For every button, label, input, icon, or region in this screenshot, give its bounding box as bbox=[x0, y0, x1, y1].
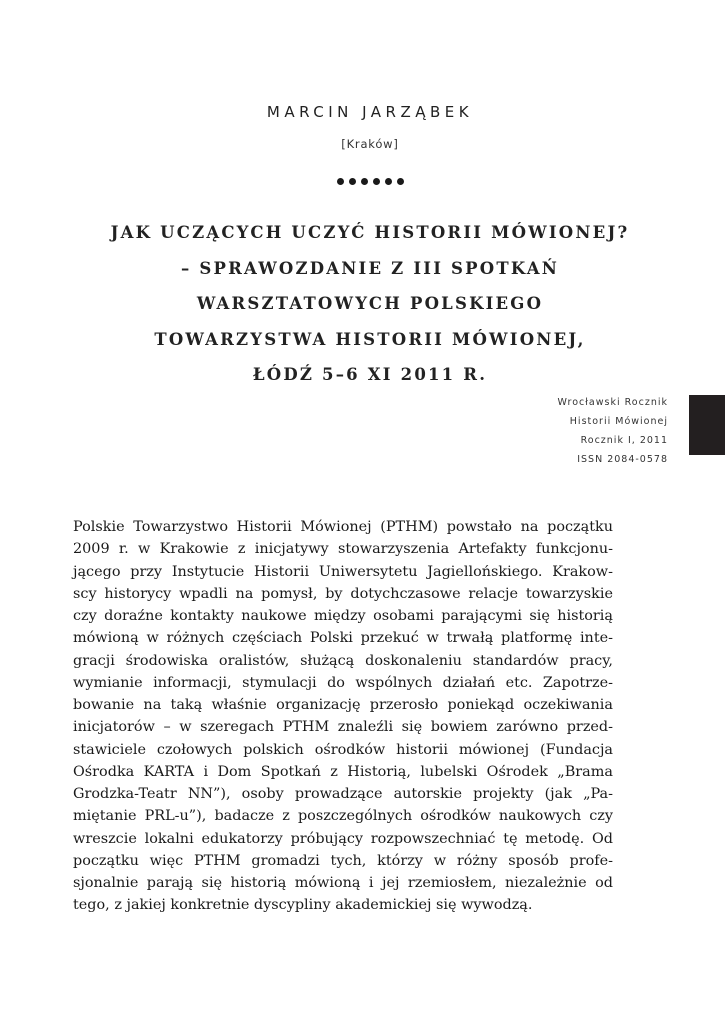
body-line: miętanie PRL-u”), badacze z poszczególnych ośrodków naukowych czy bbox=[73, 808, 613, 825]
body-line: mówioną w różnych częściach Polski przekuć w trwałą platformę inte- bbox=[73, 630, 613, 647]
body-line: stawiciele czołowych polskich ośrodków historii mówionej (Fundacja bbox=[73, 741, 613, 758]
body-line: gracji środowiska oralistów, służącą doskonaleniu standardów pracy, bbox=[73, 652, 613, 669]
author-affiliation: [Kraków] bbox=[341, 137, 399, 151]
journal-issn: ISSN 2084-0578 bbox=[577, 454, 668, 465]
ornament-dot bbox=[361, 178, 368, 185]
title-line: ŁÓDŹ 5–6 XI 2011 R. bbox=[252, 365, 488, 384]
journal-name-line1: Wrocławski Rocznik bbox=[557, 397, 668, 408]
title-line: WARSZTATOWYCH POLSKIEGO bbox=[196, 294, 544, 313]
body-line: Ośrodka KARTA i Dom Spotkań z Historią, lubelski Ośrodek „Brama bbox=[73, 763, 613, 780]
body-line: scy historycy wpadli na pomysł, by dotychczasowe relacje towarzyskie bbox=[73, 585, 613, 602]
body-line: czy doraźne kontakty naukowe między osobami parającymi się historią bbox=[73, 608, 613, 624]
body-line: wreszcie lokalni edukatorzy próbujący rozpowszechniać tę metodę. Od bbox=[73, 830, 613, 847]
article-title bbox=[100, 215, 640, 393]
title-line: – SPRAWOZDANIE Z III SPOTKAŃ bbox=[180, 258, 559, 278]
chapter-thumb-tab bbox=[689, 395, 725, 455]
body-line: jącego przy Instytucie Historii Uniwersytetu Jagiellońskiego. Krakow- bbox=[73, 563, 613, 580]
journal-info bbox=[468, 393, 668, 469]
ornament-dot bbox=[373, 178, 380, 185]
ornament-dot bbox=[337, 178, 344, 185]
body-paragraph bbox=[73, 516, 613, 917]
body-line: tego, z jakiej konkretnie dyscypliny akademickiej się wywodzą. bbox=[73, 897, 533, 914]
ornament-dot bbox=[385, 178, 392, 185]
body-line: sjonalnie parają się historią mówioną i jej rzemiosłem, niezależnie od bbox=[73, 875, 613, 891]
ornament-dot bbox=[397, 178, 404, 185]
body-line: inicjatorów – w szeregach PTHM znaleźli się bowiem zarówno przed- bbox=[73, 719, 613, 736]
title-line: TOWARZYSTWA HISTORII MÓWIONEJ, bbox=[154, 329, 586, 349]
body-line: Grodzka-Teatr NN”), osoby prowadzące autorskie projekty (jak „Pa- bbox=[73, 786, 613, 802]
body-line: początku więc PTHM gromadzi tych, którzy w różny sposób profe- bbox=[73, 852, 613, 869]
title-line: JAK UCZĄCYCH UCZYĆ HISTORII MÓWIONEJ? bbox=[110, 223, 630, 242]
journal-volume: Rocznik I, 2011 bbox=[580, 435, 668, 446]
journal-name-line2: Historii Mówionej bbox=[569, 416, 668, 427]
body-line: wymianie informacji, stymulacji do wspólnych działań etc. Zapotrze- bbox=[73, 674, 613, 691]
ornament-dot bbox=[349, 178, 356, 185]
author-name: MARCIN JARZĄBEK bbox=[266, 103, 474, 121]
body-line: 2009 r. w Krakowie z inicjatywy stowarzyszenia Artefakty funkcjonu- bbox=[73, 541, 613, 558]
body-line: bowanie na taką właśnie organizację przerosło poniekąd oczekiwania bbox=[73, 697, 613, 713]
body-line: Polskie Towarzystwo Historii Mówionej (PTHM) powstało na początku bbox=[73, 519, 613, 535]
ornament-dots bbox=[0, 178, 725, 185]
